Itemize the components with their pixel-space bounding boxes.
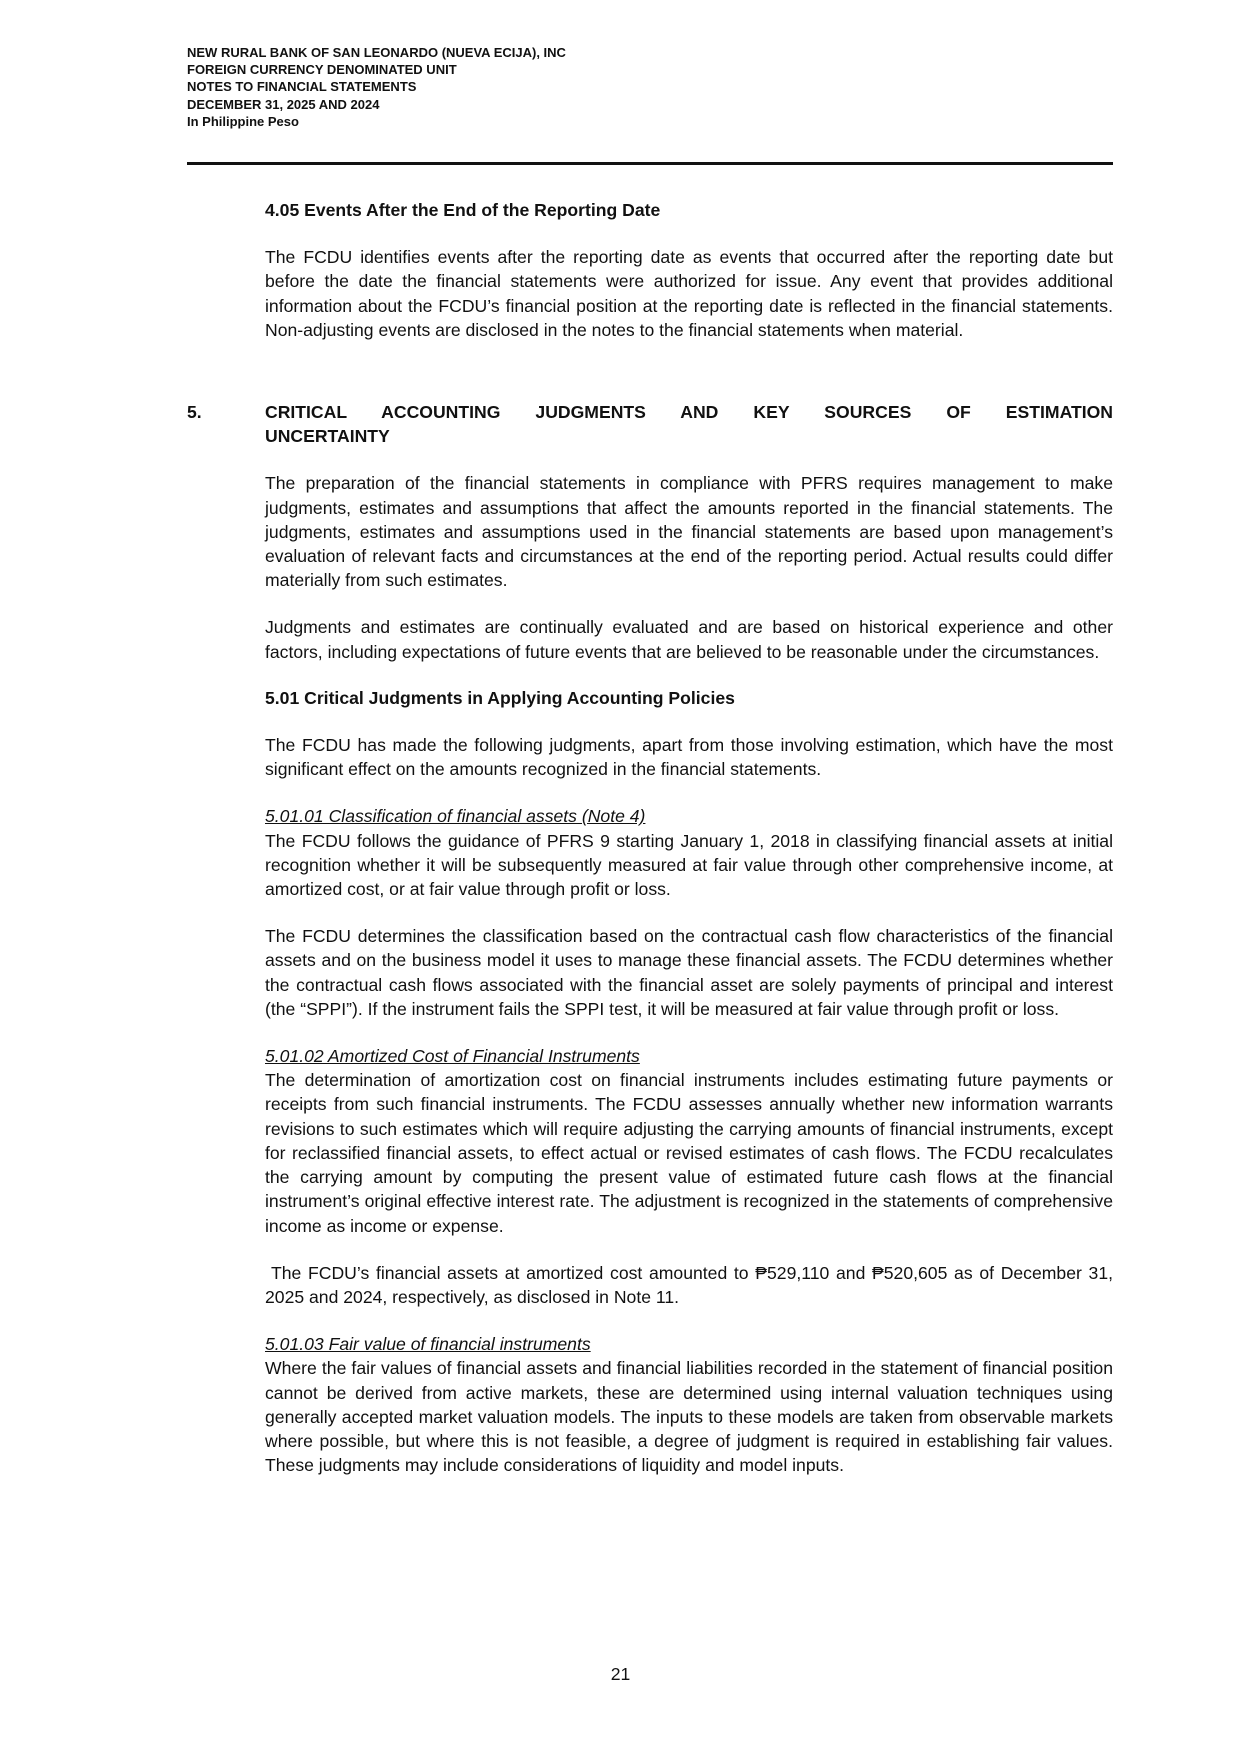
section-5-number: 5. [187,402,202,423]
section-5-01-03-paragraph: Where the fair values of financial assets and financial liabilities recorded in the statement of financial position cannot be derived from active markets, these are determined using internal valuation techniques using generally accepted market valuation models. The inputs to these models are taken from observable markets where possible, but where this is not feasible, a degree of judgment is required in establishing fair values. These judgments may include considerations of liquidity and model inputs. [265,1358,1113,1476]
header-company-name: NEW RURAL BANK OF SAN LEONARDO (NUEVA ECIJA), INC [187,45,566,60]
section-5-title-line1: CRITICAL ACCOUNTING JUDGMENTS AND KEY SOURCES OF ESTIMATION [265,402,1113,423]
header-period: DECEMBER 31, 2025 AND 2024 [187,96,380,112]
section-5-01-01-paragraph-1: The FCDU follows the guidance of PFRS 9 starting January 1, 2018 in classifying financial assets at initial recognition whether it will be subsequently measured at fair value through other comprehensive income, at amortized cost, or at fair value through profit or loss. [265,830,1113,900]
section-5-01-02-paragraph-2: The FCDU’s financial assets at amortized cost amounted to ₱529,110 and ₱520,605 as of December 31, 2025 and 2024, respectively, as disclosed in Note 11. [265,1262,1113,1307]
header-currency: In Philippine Peso [187,113,299,129]
section-5-paragraph-1: The preparation of the financial statements in compliance with PFRS requires management to make judgments, estimates and assumptions that affect the amounts reported in the financial statements. The judgments, estimates and assumptions used in the financial statements are based upon management’s evaluation of relevant facts and circumstances at the end of the reporting period. Actual results could differ materially from such estimates. [265,473,1113,591]
section-5-paragraph-2: Judgments and estimates are continually evaluated and are based on historical experience and other factors, including expectations of future events that are believed to be reasonable under the circumstances. [265,617,1113,662]
section-5-01-02-paragraph-1: The determination of amortization cost on financial instruments includes estimating future payments or receipts from such financial instruments. The FCDU assesses annually whether new information warrants revisions to such estimates which will require adjusting the carrying amounts of financial instruments, except for reclassified financial assets, to effect actual or revised estimates of cash flows. The FCDU recalculates the carrying amount by computing the present value of estimated future cash flows at the financial instrument’s original effective interest rate. The adjustment is recognized in the statements of comprehensive income as income or expense. [265,1070,1113,1236]
section-5-title-line2: UNCERTAINTY [265,426,390,447]
section-5-title [265,400,1113,448]
section-4-05-heading: 4.05 Events After the End of the Reporting Date [265,200,661,220]
section-4-05-paragraph: The FCDU identifies events after the reporting date as events that occurred after the reporting date but before the date the financial statements were authorized for issue. Any event that provides additional information about the FCDU’s financial position at the reporting date is reflected in the financial statements. Non-adjusting events are disclosed in the notes to the financial statements when material. [265,247,1113,340]
document-header [187,44,987,130]
section-5-01-02-heading: 5.01.02 Amortized Cost of Financial Instruments [265,1046,640,1067]
header-unit-name: FOREIGN CURRENCY DENOMINATED UNIT [187,62,457,78]
section-5-01-paragraph: The FCDU has made the following judgments, apart from those involving estimation, which have the most significant effect on the amounts recognized in the financial statements. [265,735,1113,780]
section-5 [187,400,1113,448]
section-5-01-01-paragraph-2: The FCDU determines the classification based on the contractual cash flow characteristics of the financial assets and on the business model it uses to manage these financial assets. The FCDU determines whether the contractual cash flows associated with the financial asset are solely payments of principal and interest (the “SPPI”). If the instrument fails the SPPI test, it will be measured at fair value through profit or loss. [265,926,1113,1019]
header-document-title: NOTES TO FINANCIAL STATEMENTS [187,79,417,95]
section-5-01-03-heading: 5.01.03 Fair value of financial instruments [265,1334,591,1355]
page-body [187,198,1113,1477]
section-5-01-01-heading: 5.01.01 Classification of financial assets (Note 4) [265,806,646,827]
header-divider [187,162,1113,165]
section-5-01-heading: 5.01 Critical Judgments in Applying Accounting Policies [265,687,735,708]
page-number: 21 [610,1664,631,1684]
